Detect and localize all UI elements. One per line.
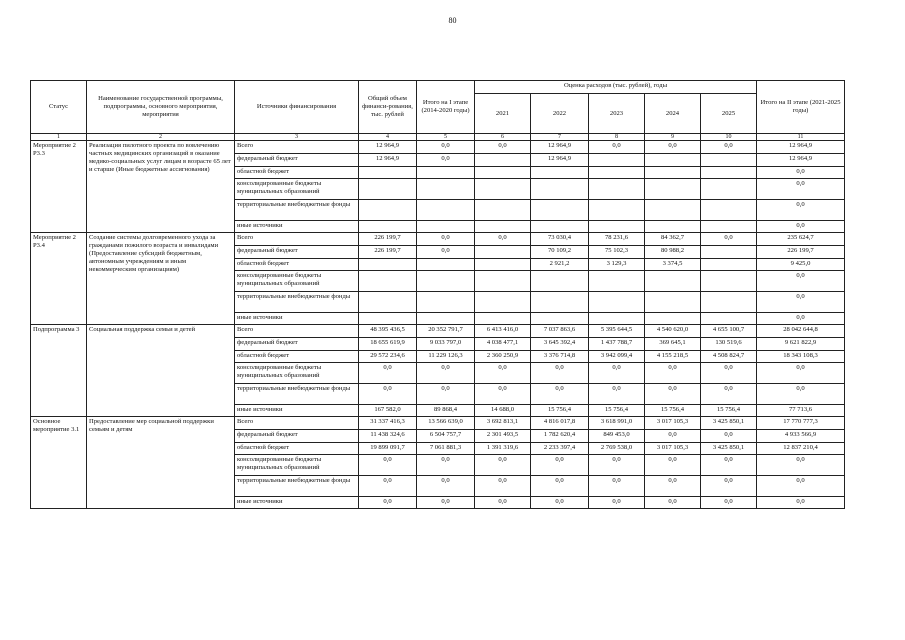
value-cell-y2025: 0,0 [701,233,757,246]
value-cell-y2024: 4 540 620,0 [645,325,701,338]
value-cell-total: 18 655 619,9 [359,338,417,351]
value-cell-stage2: 0,0 [757,497,845,509]
value-cell-y2021 [475,292,531,313]
source-cell: консолидированные бюджеты муниципальных образований [235,179,359,200]
value-cell-y2023: 0,0 [589,384,645,405]
value-cell-y2021 [475,154,531,167]
value-cell-y2022 [531,179,589,200]
header-stage2: Итого на II этапе (2021-2025 годы) [757,81,845,134]
value-cell-stage1 [417,167,475,179]
table-row [31,325,845,338]
value-cell-y2022 [531,200,589,221]
value-cell-total: 11 438 324,6 [359,430,417,443]
value-cell-y2023: 5 395 644,5 [589,325,645,338]
value-cell-y2024 [645,292,701,313]
column-index-row [31,134,845,141]
value-cell-y2024: 3 017 105,3 [645,443,701,455]
value-cell-stage1 [417,200,475,221]
value-cell-y2024 [645,221,701,233]
value-cell-y2021 [475,221,531,233]
value-cell-y2023: 78 231,6 [589,233,645,246]
source-cell: консолидированные бюджеты муниципальных образований [235,271,359,292]
source-cell: консолидированные бюджеты муниципальных образований [235,363,359,384]
status-cell: Подпрограмма 3 [31,325,87,417]
value-cell-y2021 [475,246,531,259]
value-cell-y2025: 0,0 [701,430,757,443]
column-index-cell: 7 [531,134,589,141]
value-cell-y2022: 7 037 863,6 [531,325,589,338]
header-sources: Источники финансирования [235,81,359,134]
source-cell: Всего [235,325,359,338]
value-cell-y2024: 0,0 [645,455,701,476]
value-cell-stage2: 0,0 [757,455,845,476]
column-index-cell: 3 [235,134,359,141]
value-cell-stage1: 0,0 [417,476,475,497]
value-cell-y2025 [701,154,757,167]
value-cell-y2023: 15 756,4 [589,405,645,417]
value-cell-y2025 [701,271,757,292]
value-cell-y2021: 0,0 [475,384,531,405]
value-cell-stage2: 0,0 [757,221,845,233]
value-cell-y2022: 0,0 [531,455,589,476]
header-year-2025: 2025 [701,94,757,134]
value-cell-total: 12 964,9 [359,141,417,154]
value-cell-y2024: 0,0 [645,430,701,443]
value-cell-stage1: 0,0 [417,384,475,405]
value-cell-y2025: 0,0 [701,384,757,405]
value-cell-y2023 [589,154,645,167]
header-estimate: Оценка расходов (тыс. рублей), годы [475,81,757,94]
status-cell: Основное мероприятие 3.1 [31,417,87,509]
value-cell-y2022 [531,292,589,313]
value-cell-y2022: 0,0 [531,363,589,384]
value-cell-y2025: 0,0 [701,363,757,384]
value-cell-stage1: 0,0 [417,141,475,154]
value-cell-total [359,259,417,271]
value-cell-total [359,167,417,179]
source-cell: территориальные внебюджетные фонды [235,476,359,497]
value-cell-y2021: 1 391 319,6 [475,443,531,455]
value-cell-stage1 [417,292,475,313]
value-cell-y2024 [645,179,701,200]
value-cell-stage2: 0,0 [757,363,845,384]
value-cell-total: 0,0 [359,476,417,497]
value-cell-total: 226 199,7 [359,246,417,259]
value-cell-stage1 [417,271,475,292]
value-cell-stage2: 12 964,9 [757,141,845,154]
value-cell-y2025 [701,167,757,179]
source-cell: иные источники [235,497,359,509]
value-cell-stage1: 0,0 [417,497,475,509]
value-cell-y2024: 0,0 [645,384,701,405]
value-cell-y2023: 0,0 [589,476,645,497]
value-cell-y2022: 4 816 017,8 [531,417,589,430]
value-cell-stage1 [417,259,475,271]
header-year-2022: 2022 [531,94,589,134]
source-cell: консолидированные бюджеты муниципальных образований [235,455,359,476]
value-cell-y2024: 0,0 [645,497,701,509]
value-cell-total [359,271,417,292]
value-cell-y2024: 0,0 [645,476,701,497]
value-cell-y2025: 3 425 850,1 [701,443,757,455]
source-cell: иные источники [235,313,359,325]
value-cell-y2025 [701,200,757,221]
value-cell-y2022: 0,0 [531,384,589,405]
value-cell-stage1 [417,221,475,233]
value-cell-y2023: 3 618 991,0 [589,417,645,430]
value-cell-y2025 [701,179,757,200]
source-cell: областной бюджет [235,443,359,455]
value-cell-y2025: 0,0 [701,476,757,497]
value-cell-y2025: 4 508 824,7 [701,351,757,363]
value-cell-y2023: 0,0 [589,497,645,509]
value-cell-y2021: 0,0 [475,141,531,154]
column-index-cell: 5 [417,134,475,141]
value-cell-total [359,221,417,233]
value-cell-y2023 [589,313,645,325]
value-cell-y2024: 15 756,4 [645,405,701,417]
header-year-2024: 2024 [645,94,701,134]
value-cell-y2024: 80 988,2 [645,246,701,259]
header-total: Общий объем финанси-рования, тыс. рублей [359,81,417,134]
value-cell-y2022: 73 030,4 [531,233,589,246]
value-cell-y2021: 2 360 250,9 [475,351,531,363]
column-index-cell: 10 [701,134,757,141]
value-cell-y2024: 4 155 218,5 [645,351,701,363]
value-cell-stage2: 28 042 644,8 [757,325,845,338]
header-status: Статус [31,81,87,134]
source-cell: Всего [235,233,359,246]
value-cell-stage2: 0,0 [757,200,845,221]
value-cell-y2024: 3 374,5 [645,259,701,271]
source-cell: областной бюджет [235,167,359,179]
column-index-cell: 9 [645,134,701,141]
value-cell-stage2: 4 933 566,9 [757,430,845,443]
value-cell-total: 167 582,0 [359,405,417,417]
value-cell-y2021 [475,259,531,271]
source-cell: федеральный бюджет [235,338,359,351]
value-cell-stage1: 0,0 [417,363,475,384]
value-cell-total: 0,0 [359,497,417,509]
value-cell-y2023: 0,0 [589,141,645,154]
status-cell: Мероприятие 2 Р3.4 [31,233,87,325]
value-cell-y2021: 0,0 [475,476,531,497]
source-cell: территориальные внебюджетные фонды [235,292,359,313]
value-cell-y2021 [475,271,531,292]
column-index-cell: 6 [475,134,531,141]
value-cell-stage2: 9 425,0 [757,259,845,271]
value-cell-y2021: 0,0 [475,233,531,246]
value-cell-total [359,313,417,325]
value-cell-y2024: 84 362,7 [645,233,701,246]
value-cell-y2023: 3 942 099,4 [589,351,645,363]
value-cell-stage2: 9 621 822,9 [757,338,845,351]
value-cell-y2022 [531,221,589,233]
value-cell-total: 0,0 [359,363,417,384]
value-cell-y2021: 2 301 493,5 [475,430,531,443]
value-cell-y2023: 0,0 [589,363,645,384]
program-name-cell: Предоставление мер социальной поддержки семьям и детям [87,417,235,509]
table-row [31,417,845,430]
value-cell-y2022: 15 756,4 [531,405,589,417]
source-cell: федеральный бюджет [235,246,359,259]
column-index-cell: 11 [757,134,845,141]
value-cell-y2025: 130 519,6 [701,338,757,351]
value-cell-y2023 [589,271,645,292]
value-cell-y2024: 0,0 [645,363,701,384]
value-cell-total [359,292,417,313]
value-cell-total: 0,0 [359,455,417,476]
value-cell-y2023 [589,292,645,313]
value-cell-stage2: 12 964,9 [757,154,845,167]
value-cell-y2024: 3 017 105,3 [645,417,701,430]
value-cell-y2023: 849 453,0 [589,430,645,443]
value-cell-y2021: 4 038 477,1 [475,338,531,351]
table-body [31,141,845,509]
value-cell-y2022: 12 964,9 [531,141,589,154]
value-cell-y2023: 0,0 [589,455,645,476]
value-cell-y2023 [589,179,645,200]
value-cell-y2025 [701,246,757,259]
value-cell-y2021 [475,179,531,200]
value-cell-y2024 [645,271,701,292]
value-cell-y2022 [531,313,589,325]
value-cell-y2021: 0,0 [475,497,531,509]
value-cell-stage2: 0,0 [757,476,845,497]
value-cell-y2022 [531,271,589,292]
value-cell-y2023 [589,167,645,179]
value-cell-stage2: 18 343 108,3 [757,351,845,363]
program-name-cell: Социальная поддержка семьи и детей [87,325,235,417]
value-cell-total: 0,0 [359,384,417,405]
value-cell-y2023: 1 437 788,7 [589,338,645,351]
value-cell-stage1: 13 566 639,0 [417,417,475,430]
program-name-cell: Создание системы долговременного ухода за гражданами пожилого возраста и инвалидами (Предоставление субсидий бюджетным, автономным учреждениям и иным некоммерческим организациям) [87,233,235,325]
value-cell-stage1 [417,179,475,200]
status-cell: Мероприятие 2 Р3.3 [31,141,87,233]
value-cell-y2022: 70 109,2 [531,246,589,259]
value-cell-y2021 [475,200,531,221]
header-year-2021: 2021 [475,94,531,134]
value-cell-y2025: 0,0 [701,141,757,154]
source-cell: территориальные внебюджетные фонды [235,384,359,405]
value-cell-stage2: 0,0 [757,179,845,200]
financing-table [30,80,845,509]
value-cell-y2022 [531,167,589,179]
value-cell-y2023 [589,221,645,233]
source-cell: иные источники [235,405,359,417]
value-cell-y2024 [645,154,701,167]
value-cell-y2021 [475,167,531,179]
source-cell: Всего [235,141,359,154]
value-cell-stage1 [417,313,475,325]
value-cell-y2022: 1 782 620,4 [531,430,589,443]
value-cell-y2025: 0,0 [701,455,757,476]
table-row [31,141,845,154]
value-cell-y2021: 0,0 [475,363,531,384]
value-cell-y2021: 3 692 813,1 [475,417,531,430]
value-cell-stage1: 0,0 [417,455,475,476]
value-cell-y2022: 2 921,2 [531,259,589,271]
value-cell-y2023: 2 769 538,0 [589,443,645,455]
value-cell-y2022: 3 645 392,4 [531,338,589,351]
table-row [31,233,845,246]
value-cell-y2025 [701,313,757,325]
value-cell-total [359,179,417,200]
value-cell-y2022: 2 233 397,4 [531,443,589,455]
header-row [31,81,845,94]
header-stage1: Итого на I этапе (2014-2020 годы) [417,81,475,134]
column-index-cell: 4 [359,134,417,141]
value-cell-y2023: 3 129,3 [589,259,645,271]
value-cell-stage1: 7 061 881,3 [417,443,475,455]
source-cell: федеральный бюджет [235,430,359,443]
header-year-2023: 2023 [589,94,645,134]
value-cell-y2023: 75 102,3 [589,246,645,259]
value-cell-y2022: 3 376 714,8 [531,351,589,363]
value-cell-y2021: 14 688,0 [475,405,531,417]
value-cell-y2024: 369 645,1 [645,338,701,351]
value-cell-stage2: 0,0 [757,167,845,179]
value-cell-stage2: 235 624,7 [757,233,845,246]
value-cell-stage2: 0,0 [757,292,845,313]
value-cell-stage1: 0,0 [417,246,475,259]
value-cell-y2022: 0,0 [531,497,589,509]
value-cell-total: 226 199,7 [359,233,417,246]
value-cell-stage2: 0,0 [757,271,845,292]
value-cell-y2022: 0,0 [531,476,589,497]
value-cell-stage1: 0,0 [417,233,475,246]
value-cell-y2025 [701,259,757,271]
value-cell-stage1: 89 868,4 [417,405,475,417]
source-cell: федеральный бюджет [235,154,359,167]
source-cell: территориальные внебюджетные фонды [235,200,359,221]
header-name: Наименование государственной программы, подпрограммы, основного мероприятия, мероприятия [87,81,235,134]
value-cell-stage2: 77 713,6 [757,405,845,417]
value-cell-total: 29 572 234,6 [359,351,417,363]
value-cell-stage2: 12 837 210,4 [757,443,845,455]
value-cell-y2025: 3 425 850,1 [701,417,757,430]
value-cell-stage1: 11 229 126,3 [417,351,475,363]
value-cell-y2024 [645,313,701,325]
value-cell-total [359,200,417,221]
value-cell-y2024: 0,0 [645,141,701,154]
value-cell-y2025: 4 655 100,7 [701,325,757,338]
value-cell-y2022: 12 964,9 [531,154,589,167]
value-cell-y2024 [645,200,701,221]
value-cell-y2024 [645,167,701,179]
value-cell-stage1: 20 352 791,7 [417,325,475,338]
value-cell-y2025: 0,0 [701,497,757,509]
column-index-cell: 8 [589,134,645,141]
value-cell-y2021: 6 413 416,0 [475,325,531,338]
value-cell-total: 48 395 436,5 [359,325,417,338]
value-cell-y2025 [701,221,757,233]
column-index-cell: 2 [87,134,235,141]
value-cell-stage2: 17 770 777,3 [757,417,845,430]
column-index-cell: 1 [31,134,87,141]
source-cell: областной бюджет [235,259,359,271]
value-cell-y2021 [475,313,531,325]
value-cell-stage1: 6 504 757,7 [417,430,475,443]
value-cell-y2025: 15 756,4 [701,405,757,417]
program-name-cell: Реализация пилотного проекта по вовлечению частных медицинских организаций в оказание медико-социальных услуг лицам в возрасте 65 лет и старше (Иные бюджетные ассигнования) [87,141,235,233]
value-cell-total: 12 964,9 [359,154,417,167]
page-number: 80 [448,16,457,25]
value-cell-stage2: 0,0 [757,384,845,405]
value-cell-y2021: 0,0 [475,455,531,476]
value-cell-stage2: 0,0 [757,313,845,325]
source-cell: Всего [235,417,359,430]
source-cell: областной бюджет [235,351,359,363]
value-cell-stage2: 226 199,7 [757,246,845,259]
value-cell-stage1: 9 033 797,0 [417,338,475,351]
source-cell: иные источники [235,221,359,233]
value-cell-y2023 [589,200,645,221]
value-cell-stage1: 0,0 [417,154,475,167]
value-cell-total: 19 899 091,7 [359,443,417,455]
value-cell-y2025 [701,292,757,313]
value-cell-total: 31 337 416,3 [359,417,417,430]
